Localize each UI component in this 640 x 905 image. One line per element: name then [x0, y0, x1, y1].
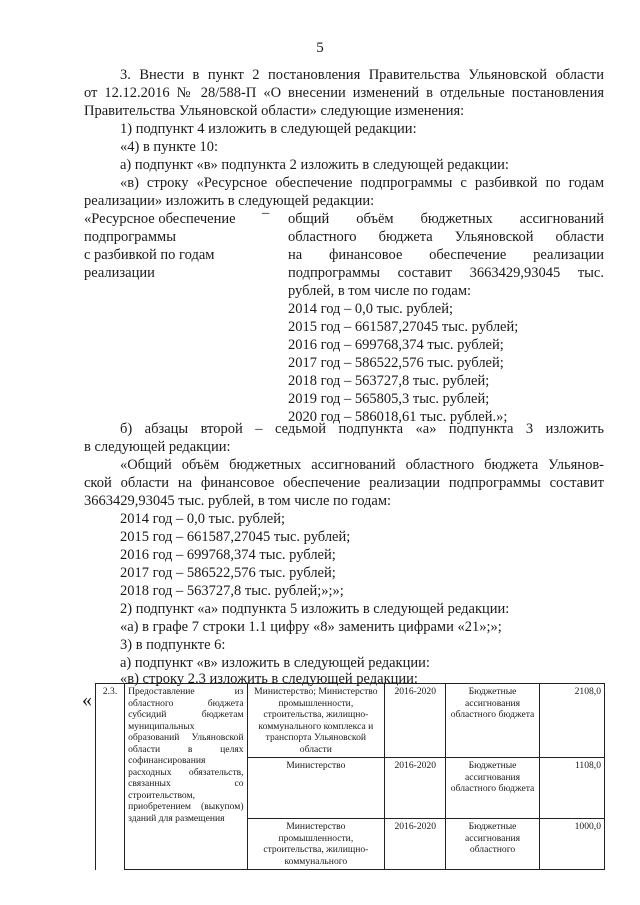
quote-line-3: 3663429,93045 тыс. рублей, в том числе по годам:: [84, 493, 392, 509]
subitem-3-a: а) подпункт «в» изложить в следующей редакции:: [120, 655, 430, 671]
open-quote-mark: «: [82, 689, 92, 711]
resource-value-line: рублей, в том числе по годам:: [288, 283, 472, 299]
sum-cell: 2108,0: [539, 684, 604, 758]
paragraph-3-line-1: 3. Внести в пункт 2 постановления Правительства Ульяновской области: [120, 67, 604, 83]
table-row: [96, 684, 605, 758]
source-cell: Бюджетные ассигнования областного бюджета: [446, 684, 539, 758]
subitem-v-line-2: реализации» изложить в следующей редакции:: [84, 193, 375, 209]
years-cell: 2016-2020: [385, 819, 446, 870]
year-line: 2015 год – 661587,27045 тыс. рублей;: [288, 319, 519, 335]
year-line: 2020 год – 586018,61 тыс. рублей.»;: [288, 409, 508, 425]
sum-cell: 1000,0: [539, 819, 604, 870]
subitem-4-header: «4) в пункте 10:: [120, 139, 218, 155]
years-cell: 2016-2020: [385, 684, 446, 758]
years-cell: 2016-2020: [385, 758, 446, 819]
page-number: 5: [316, 40, 324, 56]
year-line: 2018 год – 563727,8 тыс. рублей;: [288, 373, 490, 389]
resource-value-line: на финансовое обеспечение реализации: [288, 247, 604, 263]
resource-value-line: подпрограммы составит 3663429,93045 тыс.: [288, 265, 604, 281]
year-line: 2019 год – 565805,3 тыс. рублей;: [288, 391, 490, 407]
year-line: 2015 год – 661587,27045 тыс. рублей;: [120, 529, 351, 545]
resource-label-line-4: реализации: [84, 265, 155, 281]
resource-label-line-3: с разбивкой по годам: [84, 247, 215, 263]
source-cell: Бюджетные ассигнования областного бюджета: [446, 758, 539, 819]
executor-cell: Министерство: [247, 758, 385, 819]
subitem-b-line-1: б) абзацы второй – седьмой подпункта «а» подпункта 3 изложить: [120, 421, 604, 437]
sum-cell: 1108,0: [539, 758, 604, 819]
year-line: 2017 год – 586522,576 тыс. рублей;: [288, 355, 504, 371]
resource-value-line: общий объём бюджетных ассигнований: [288, 211, 604, 227]
paragraph-3-line-2: от 12.12.2016 № 28/588-П «О внесении изменений в отдельные постановления: [84, 85, 604, 101]
paragraph-3-line-3: Правительства Ульяновской области» следующие изменения:: [84, 103, 465, 119]
year-line: 2017 год – 586522,576 тыс. рублей;: [120, 565, 336, 581]
subitem-a: а) подпункт «в» подпункта 2 изложить в следующей редакции:: [120, 157, 509, 173]
quote-line-2: ской области на финансовое обеспечение реализации подпрограммы составит: [84, 475, 604, 491]
subitem-b-line-2: в следующей редакции:: [84, 439, 231, 455]
separator-dash: –: [262, 205, 270, 221]
measure-name: Предоставление из областного бюджета субсидий бюджетам муниципальных образований Ульяновской области в целях софинансирования расходных обязательств, связанных со строительством, приобретением (выкупом) зданий для размещения: [125, 684, 247, 870]
resource-label-line-2: подпрограммы: [84, 229, 176, 245]
subitem-v-line-1: «в) строку «Ресурсное обеспечение подпрограммы с разбивкой по годам: [120, 175, 604, 191]
resource-value-column: [288, 210, 604, 426]
subitem-2: 2) подпункт «а» подпункта 5 изложить в следующей редакции:: [120, 601, 510, 617]
row-number: 2.3.: [96, 684, 125, 870]
executor-cell: Министерство промышленности, строительства, жилищно-коммунального: [247, 819, 385, 870]
year-line: 2016 год – 699768,374 тыс. рублей;: [288, 337, 504, 353]
subitem-2-text: «а) в графе 7 строки 1.1 цифру «8» заменить цифрами «21»;»;: [120, 619, 502, 635]
year-line: 2016 год – 699768,374 тыс. рублей;: [120, 547, 336, 563]
year-line: 2014 год – 0,0 тыс. рублей;: [120, 511, 286, 527]
quote-line-1: «Общий объём бюджетных ассигнований областного бюджета Ульянов-: [120, 457, 604, 473]
subitem-3-v: «в) строку 2.3 изложить в следующей редакции:: [120, 671, 418, 687]
resource-value-line: областного бюджета Ульяновской области: [288, 229, 604, 245]
budget-table: [95, 683, 605, 870]
executor-cell: Министерство; Министерство промышленности, строительства, жилищно-коммунального комплекса и транспорта Ульяновской области: [247, 684, 385, 758]
year-line: 2014 год – 0,0 тыс. рублей;: [288, 301, 454, 317]
subitem-1: 1) подпункт 4 изложить в следующей редакции:: [120, 121, 417, 137]
resource-label-line-1: «Ресурсное обеспечение: [84, 211, 236, 227]
year-line: 2018 год – 563727,8 тыс. рублей;»;»;: [120, 583, 344, 599]
source-cell: Бюджетные ассигнования областного: [446, 819, 539, 870]
subitem-3: 3) в подпункте 6:: [120, 637, 226, 653]
